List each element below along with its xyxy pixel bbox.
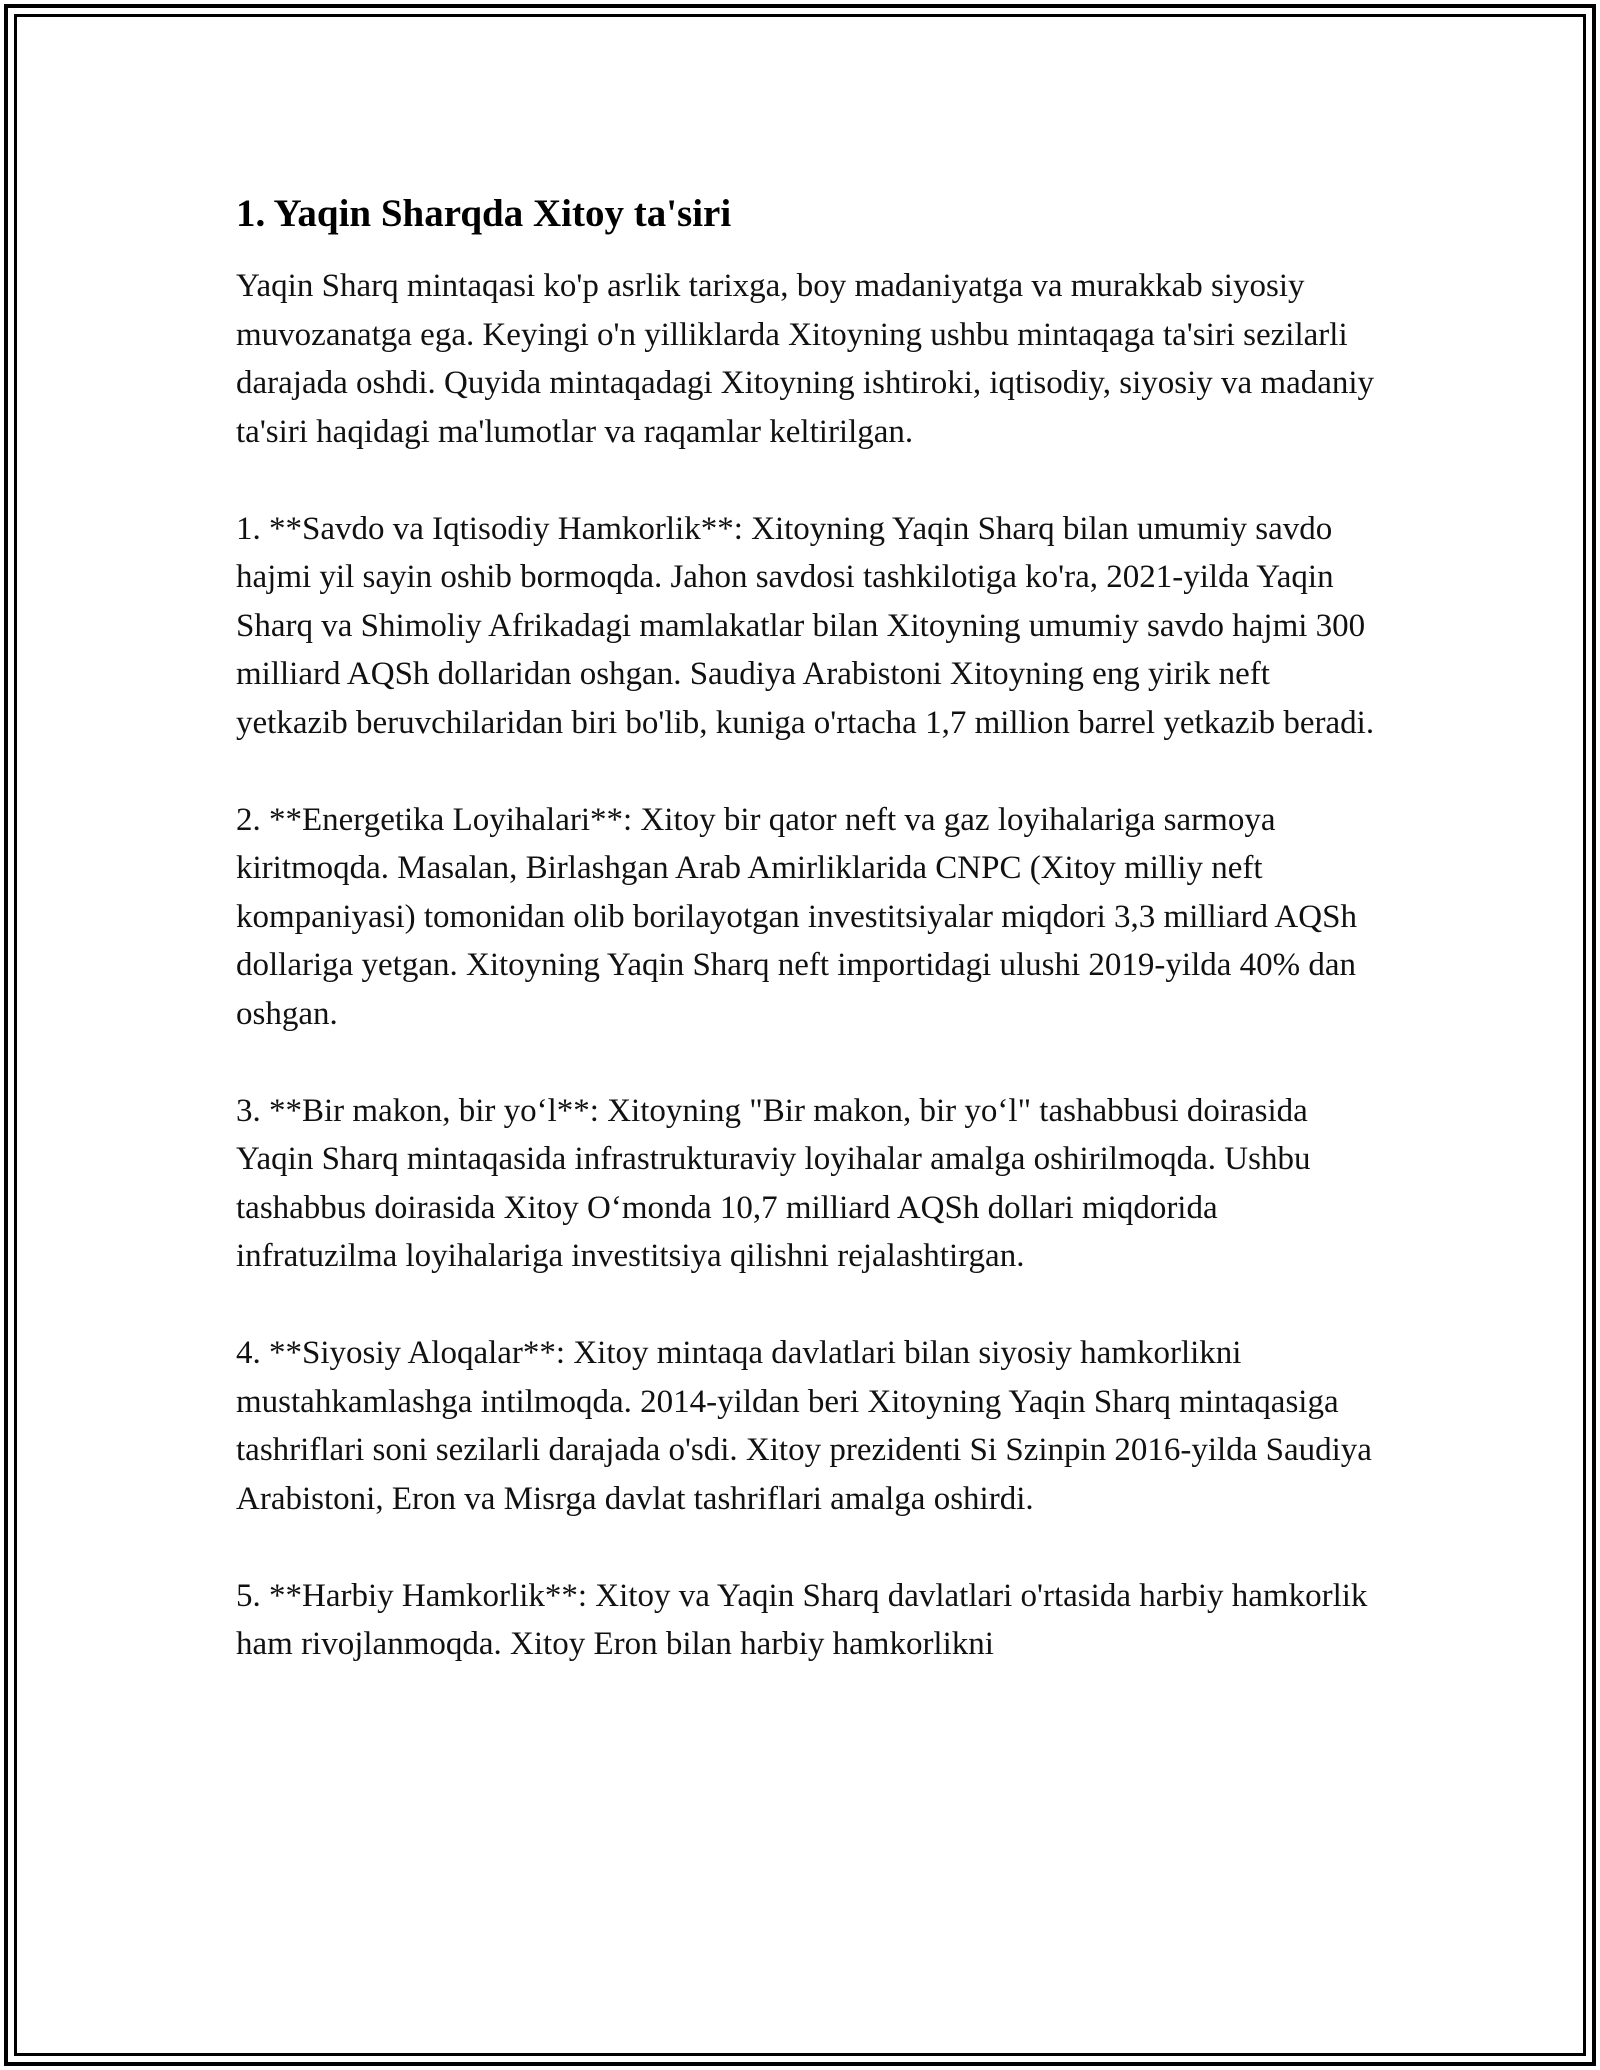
trade-paragraph: 1. **Savdo va Iqtisodiy Hamkorlik**: Xitoyning Yaqin Sharq bilan umumiy savdo hajmi yil sayin oshib bormoqda. Jahon savdosi tashkilotiga ko'ra, 2021-yilda Yaqin Sharq va Shimoliy Afrikadagi mamlakatlar bilan Xitoyning umumiy savdo hajmi 300 milliard AQSh dollaridan oshgan. Saudiya Arabistoni Xitoyning eng yirik neft yetkazib beruvchilaridan biri bo'lib, kuniga o'rtacha 1,7 million barrel yetkazib beradi. — [236, 510, 1375, 741]
political-paragraph: 4. **Siyosiy Aloqalar**: Xitoy mintaqa davlatlari bilan siyosiy hamkorlikni mustahkamlashga intilmoqda. 2014-yildan beri Xitoyning Yaqin Sharq mintaqasiga tashriflari soni sezilarli darajada o'sdi. Xitoy prezidenti Si Szinpin 2016-yilda Saudiya Arabistoni, Eron va Misrga davlat tashriflari amalga oshirdi. — [236, 1335, 1372, 1517]
intro-paragraph: Yaqin Sharq mintaqasi ko'p asrlik tarixga, boy madaniyatga va murakkab siyosiy muvozanatga ega. Keyingi o'n yilliklarda Xitoyning ushbu mintaqaga ta'siri sezilarli darajada oshdi. Quyida mintaqadagi Xitoyning ishtiroki, iqtisodiy, siyosiy va madaniy ta'siri haqidagi ma'lumotlar va raqamlar keltirilgan. — [236, 268, 1375, 450]
energy-paragraph: 2. **Energetika Loyihalari**: Xitoy bir qator neft va gaz loyihalariga sarmoya kiritmoqda. Masalan, Birlashgan Arab Amirliklarida CNPC (Xitoy milliy neft kompaniyasi) tomonidan olib borilayotgan investitsiyalar miqdori 3,3 milliard AQSh dollariga yetgan. Xitoyning Yaqin Sharq neft importidagi ulushi 2019-yilda 40% dan oshgan. — [236, 801, 1357, 1032]
belt-road-paragraph: 3. **Bir makon, bir yo‘l**: Xitoyning "Bir makon, bir yo‘l" tashabbusi doirasida Yaqin Sharq mintaqasida infrastrukturaviy loyihalar amalga oshirilmoqda. Ushbu tashabbus doirasida Xitoy O‘monda 10,7 milliard AQSh dollari miqdorida infratuzilma loyihalariga investitsiya qilishni rejalashtirgan. — [236, 1092, 1311, 1274]
document-body — [236, 188, 1376, 1717]
military-paragraph: 5. **Harbiy Hamkorlik**: Xitoy va Yaqin Sharq davlatlari o'rtasida harbiy hamkorlik ham rivojlanmoqda. Xitoy Eron bilan harbiy hamkorlikni — [236, 1577, 1368, 1662]
section-title: 1. Yaqin Sharqda Xitoy ta'siri — [236, 192, 732, 235]
